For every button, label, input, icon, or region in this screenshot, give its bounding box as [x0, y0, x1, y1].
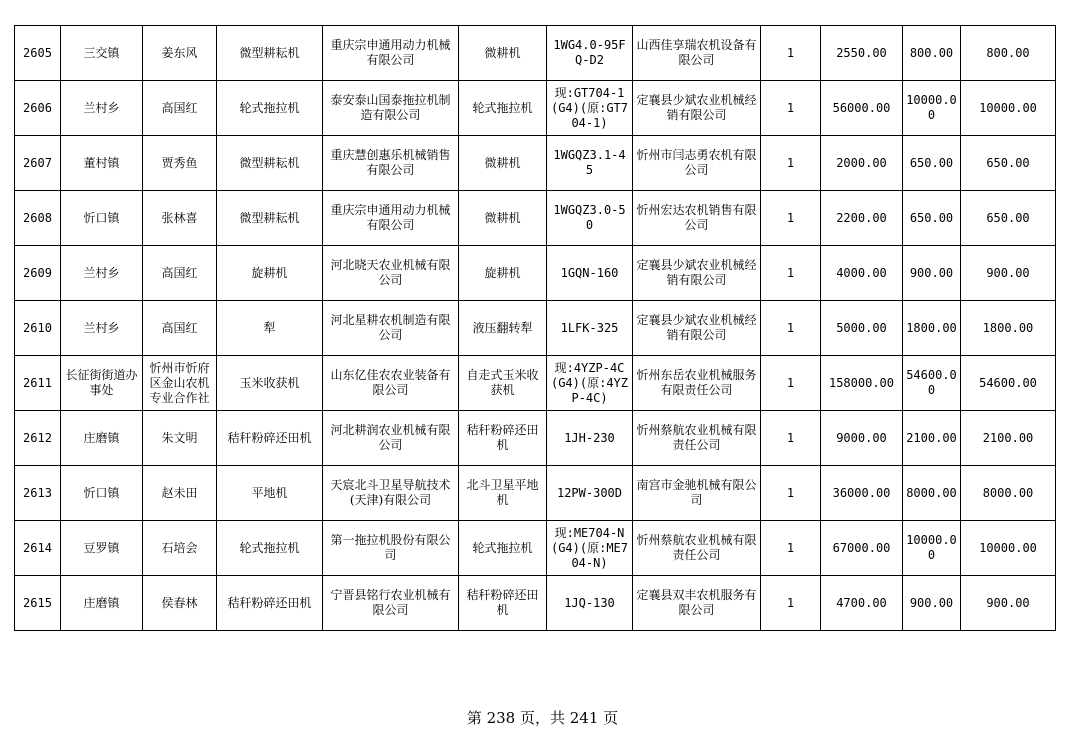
model-cell: 1WG4.0-95FQ-D2	[547, 26, 633, 81]
subsidy-total-cell: 900.00	[961, 576, 1056, 631]
subsidy-central-cell: 54600.00	[903, 356, 961, 411]
town-cell: 董村镇	[61, 136, 143, 191]
price-cell: 9000.00	[821, 411, 903, 466]
table-row	[15, 356, 1056, 411]
subsidy-total-cell: 650.00	[961, 191, 1056, 246]
table-row	[15, 411, 1056, 466]
product-name-cell: 微耕机	[459, 136, 547, 191]
quantity-cell: 1	[761, 466, 821, 521]
quantity-cell: 1	[761, 411, 821, 466]
subsidy-central-cell: 800.00	[903, 26, 961, 81]
dealer-cell: 忻州蔡航农业机械有限责任公司	[633, 411, 761, 466]
quantity-cell: 1	[761, 191, 821, 246]
subsidy-total-cell: 1800.00	[961, 301, 1056, 356]
manufacturer-cell: 重庆宗申通用动力机械有限公司	[323, 191, 459, 246]
model-cell: 1JQ-130	[547, 576, 633, 631]
quantity-cell: 1	[761, 81, 821, 136]
dealer-cell: 忻州蔡航农业机械有限责任公司	[633, 521, 761, 576]
buyer-cell: 忻州市忻府区金山农机专业合作社	[143, 356, 217, 411]
row-number-cell: 2612	[15, 411, 61, 466]
machine-category-cell: 微型耕耘机	[217, 26, 323, 81]
manufacturer-cell: 天宸北斗卫星导航技术(天津)有限公司	[323, 466, 459, 521]
dealer-cell: 定襄县少斌农业机械经销有限公司	[633, 301, 761, 356]
machine-category-cell: 微型耕耘机	[217, 136, 323, 191]
model-cell: 现:ME704-N(G4)(原:ME704-N)	[547, 521, 633, 576]
subsidy-total-cell: 900.00	[961, 246, 1056, 301]
product-name-cell: 旋耕机	[459, 246, 547, 301]
row-number-cell: 2615	[15, 576, 61, 631]
price-cell: 2550.00	[821, 26, 903, 81]
town-cell: 长征街街道办事处	[61, 356, 143, 411]
dealer-cell: 南宫市金驰机械有限公司	[633, 466, 761, 521]
subsidy-central-cell: 8000.00	[903, 466, 961, 521]
machine-category-cell: 玉米收获机	[217, 356, 323, 411]
price-cell: 2000.00	[821, 136, 903, 191]
product-name-cell: 液压翻转犁	[459, 301, 547, 356]
model-cell: 现:GT704-1(G4)(原:GT704-1)	[547, 81, 633, 136]
table-row	[15, 26, 1056, 81]
machine-category-cell: 轮式拖拉机	[217, 81, 323, 136]
manufacturer-cell: 重庆慧创惠乐机械销售有限公司	[323, 136, 459, 191]
product-name-cell: 微耕机	[459, 191, 547, 246]
table-row	[15, 576, 1056, 631]
price-cell: 67000.00	[821, 521, 903, 576]
row-number-cell: 2611	[15, 356, 61, 411]
buyer-cell: 高国红	[143, 301, 217, 356]
price-cell: 36000.00	[821, 466, 903, 521]
table-row	[15, 136, 1056, 191]
subsidy-table	[14, 25, 1056, 631]
subsidy-central-cell: 1800.00	[903, 301, 961, 356]
table-row	[15, 191, 1056, 246]
subsidy-total-cell: 2100.00	[961, 411, 1056, 466]
model-cell: 现:4YZP-4C(G4)(原:4YZP-4C)	[547, 356, 633, 411]
price-cell: 4000.00	[821, 246, 903, 301]
product-name-cell: 微耕机	[459, 26, 547, 81]
model-cell: 12PW-300D	[547, 466, 633, 521]
subsidy-total-cell: 650.00	[961, 136, 1056, 191]
table-row	[15, 246, 1056, 301]
subsidy-total-cell: 54600.00	[961, 356, 1056, 411]
table-row	[15, 301, 1056, 356]
product-name-cell: 轮式拖拉机	[459, 81, 547, 136]
buyer-cell: 朱文明	[143, 411, 217, 466]
price-cell: 158000.00	[821, 356, 903, 411]
product-name-cell: 秸秆粉碎还田机	[459, 411, 547, 466]
table-row	[15, 521, 1056, 576]
product-name-cell: 北斗卫星平地机	[459, 466, 547, 521]
product-name-cell: 秸秆粉碎还田机	[459, 576, 547, 631]
subsidy-total-cell: 800.00	[961, 26, 1056, 81]
subsidy-total-cell: 10000.00	[961, 81, 1056, 136]
dealer-cell: 定襄县双丰农机服务有限公司	[633, 576, 761, 631]
row-number-cell: 2605	[15, 26, 61, 81]
manufacturer-cell: 宁晋县铭行农业机械有限公司	[323, 576, 459, 631]
buyer-cell: 贾秀鱼	[143, 136, 217, 191]
town-cell: 庄磨镇	[61, 411, 143, 466]
machine-category-cell: 平地机	[217, 466, 323, 521]
dealer-cell: 山西佳享瑞农机设备有限公司	[633, 26, 761, 81]
price-cell: 2200.00	[821, 191, 903, 246]
subsidy-central-cell: 900.00	[903, 576, 961, 631]
price-cell: 4700.00	[821, 576, 903, 631]
dealer-cell: 定襄县少斌农业机械经销有限公司	[633, 246, 761, 301]
subsidy-total-cell: 8000.00	[961, 466, 1056, 521]
table-body	[15, 26, 1056, 631]
subsidy-central-cell: 900.00	[903, 246, 961, 301]
manufacturer-cell: 山东亿佳农农业装备有限公司	[323, 356, 459, 411]
quantity-cell: 1	[761, 576, 821, 631]
buyer-cell: 张林喜	[143, 191, 217, 246]
machine-category-cell: 秸秆粉碎还田机	[217, 576, 323, 631]
subsidy-total-cell: 10000.00	[961, 521, 1056, 576]
price-cell: 56000.00	[821, 81, 903, 136]
model-cell: 1GQN-160	[547, 246, 633, 301]
subsidy-central-cell: 10000.00	[903, 521, 961, 576]
product-name-cell: 轮式拖拉机	[459, 521, 547, 576]
row-number-cell: 2613	[15, 466, 61, 521]
row-number-cell: 2606	[15, 81, 61, 136]
machine-category-cell: 旋耕机	[217, 246, 323, 301]
dealer-cell: 忻州东岳农业机械服务有限责任公司	[633, 356, 761, 411]
town-cell: 兰村乡	[61, 81, 143, 136]
quantity-cell: 1	[761, 136, 821, 191]
price-cell: 5000.00	[821, 301, 903, 356]
manufacturer-cell: 河北星耕农机制造有限公司	[323, 301, 459, 356]
dealer-cell: 忻州市闫志勇农机有限公司	[633, 136, 761, 191]
row-number-cell: 2610	[15, 301, 61, 356]
quantity-cell: 1	[761, 356, 821, 411]
town-cell: 忻口镇	[61, 466, 143, 521]
row-number-cell: 2607	[15, 136, 61, 191]
buyer-cell: 赵未田	[143, 466, 217, 521]
dealer-cell: 定襄县少斌农业机械经销有限公司	[633, 81, 761, 136]
quantity-cell: 1	[761, 26, 821, 81]
manufacturer-cell: 重庆宗申通用动力机械有限公司	[323, 26, 459, 81]
quantity-cell: 1	[761, 301, 821, 356]
row-number-cell: 2614	[15, 521, 61, 576]
buyer-cell: 石培会	[143, 521, 217, 576]
buyer-cell: 姜东风	[143, 26, 217, 81]
subsidy-central-cell: 2100.00	[903, 411, 961, 466]
town-cell: 三交镇	[61, 26, 143, 81]
model-cell: 1WGQZ3.1-45	[547, 136, 633, 191]
machine-category-cell: 秸秆粉碎还田机	[217, 411, 323, 466]
buyer-cell: 高国红	[143, 246, 217, 301]
table-row	[15, 81, 1056, 136]
quantity-cell: 1	[761, 521, 821, 576]
machine-category-cell: 犁	[217, 301, 323, 356]
model-cell: 1WGQZ3.0-50	[547, 191, 633, 246]
town-cell: 庄磨镇	[61, 576, 143, 631]
row-number-cell: 2609	[15, 246, 61, 301]
model-cell: 1JH-230	[547, 411, 633, 466]
page-number-footer: 第 238 页，共 241 页	[466, 709, 619, 727]
town-cell: 忻口镇	[61, 191, 143, 246]
manufacturer-cell: 第一拖拉机股份有限公司	[323, 521, 459, 576]
machine-category-cell: 轮式拖拉机	[217, 521, 323, 576]
subsidy-central-cell: 650.00	[903, 136, 961, 191]
manufacturer-cell: 河北耕润农业机械有限公司	[323, 411, 459, 466]
town-cell: 豆罗镇	[61, 521, 143, 576]
quantity-cell: 1	[761, 246, 821, 301]
buyer-cell: 高国红	[143, 81, 217, 136]
manufacturer-cell: 泰安泰山国泰拖拉机制造有限公司	[323, 81, 459, 136]
buyer-cell: 侯春林	[143, 576, 217, 631]
town-cell: 兰村乡	[61, 301, 143, 356]
manufacturer-cell: 河北晓天农业机械有限公司	[323, 246, 459, 301]
table-row	[15, 466, 1056, 521]
dealer-cell: 忻州宏达农机销售有限公司	[633, 191, 761, 246]
model-cell: 1LFK-325	[547, 301, 633, 356]
row-number-cell: 2608	[15, 191, 61, 246]
subsidy-central-cell: 10000.00	[903, 81, 961, 136]
machine-category-cell: 微型耕耘机	[217, 191, 323, 246]
subsidy-central-cell: 650.00	[903, 191, 961, 246]
product-name-cell: 自走式玉米收获机	[459, 356, 547, 411]
town-cell: 兰村乡	[61, 246, 143, 301]
